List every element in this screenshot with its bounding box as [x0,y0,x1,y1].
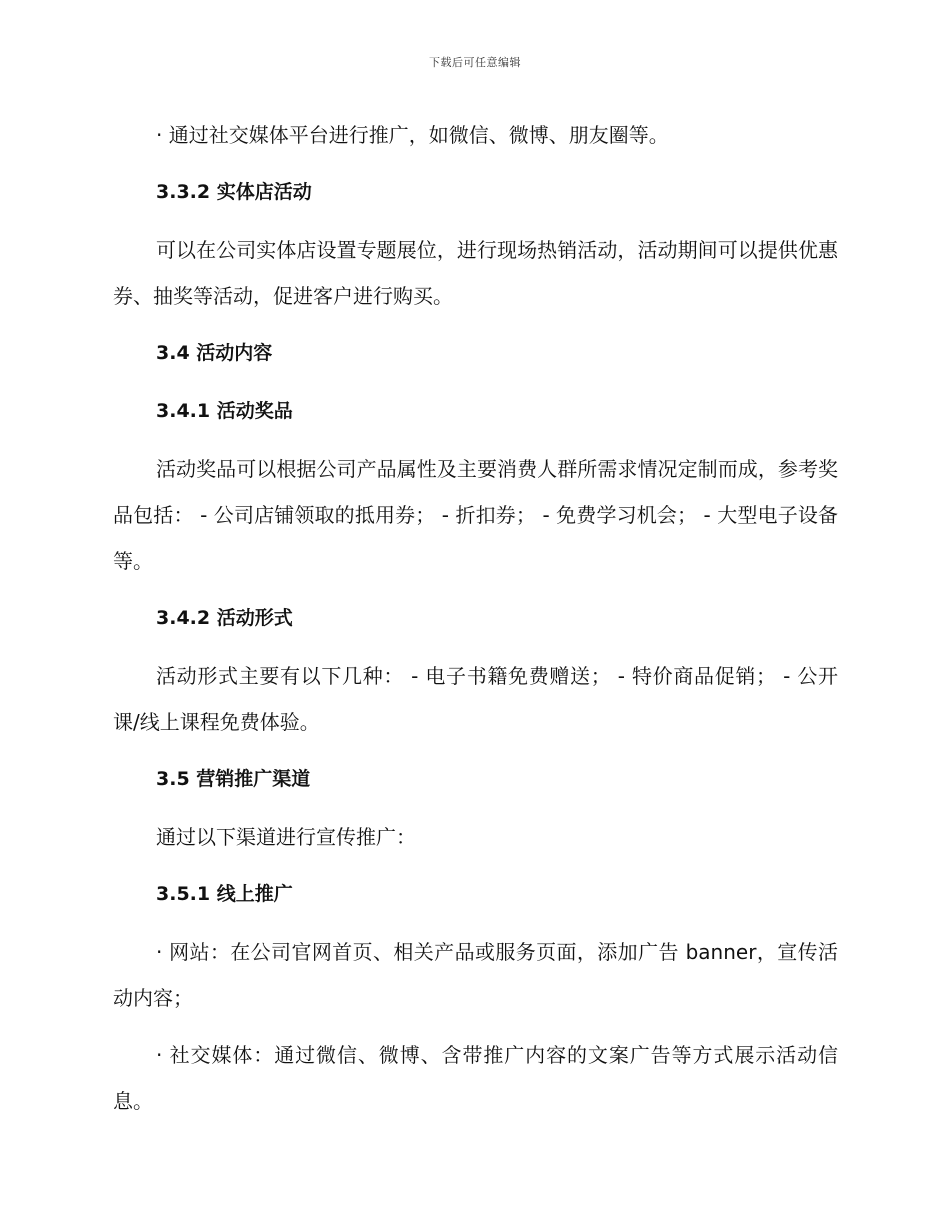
paragraph-store-activity: 可以在公司实体店设置专题展位，进行现场热销活动，活动期间可以提供优惠券、抽奖等活动，促进客户进行购买。 [113,238,838,308]
section-heading-3-5-1: 3.5.1 线上推广 [156,883,293,905]
section-heading-3-3-2: 3.3.2 实体店活动 [156,181,312,203]
section-heading-3-4: 3.4 活动内容 [156,342,273,364]
document-body [113,112,838,1135]
section-heading-3-4-2: 3.4.2 活动形式 [156,607,293,629]
section-heading-3-4-1: 3.4.1 活动奖品 [156,400,293,422]
section-heading-3-5: 3.5 营销推广渠道 [156,768,311,790]
paragraph-channels-intro: 通过以下渠道进行宣传推广： [156,825,416,849]
paragraph-website-promo: · 网站：在公司官网首页、相关产品或服务页面，添加广告 banner，宣传活动内容； [113,940,838,1010]
paragraph-social-media-channel: · 社交媒体：通过微信、微博、含带推广内容的文案广告等方式展示活动信息。 [113,1043,838,1113]
paragraph-activity-prizes: 活动奖品可以根据公司产品属性及主要消费人群所需求情况定制而成，参考奖品包括： - 公司店铺领取的抵用券； - 折扣券； - 免费学习机会； - 大型电子设备等。 [113,457,838,573]
page-header-note: 下载后可任意编辑 [429,56,521,69]
paragraph-activity-forms: 活动形式主要有以下几种： - 电子书籍免费赠送； - 特价商品促销； - 公开课/线上课程免费体验。 [113,664,838,734]
paragraph-social-media-promo: · 通过社交媒体平台进行推广，如微信、微博、朋友圈等。 [156,123,669,147]
